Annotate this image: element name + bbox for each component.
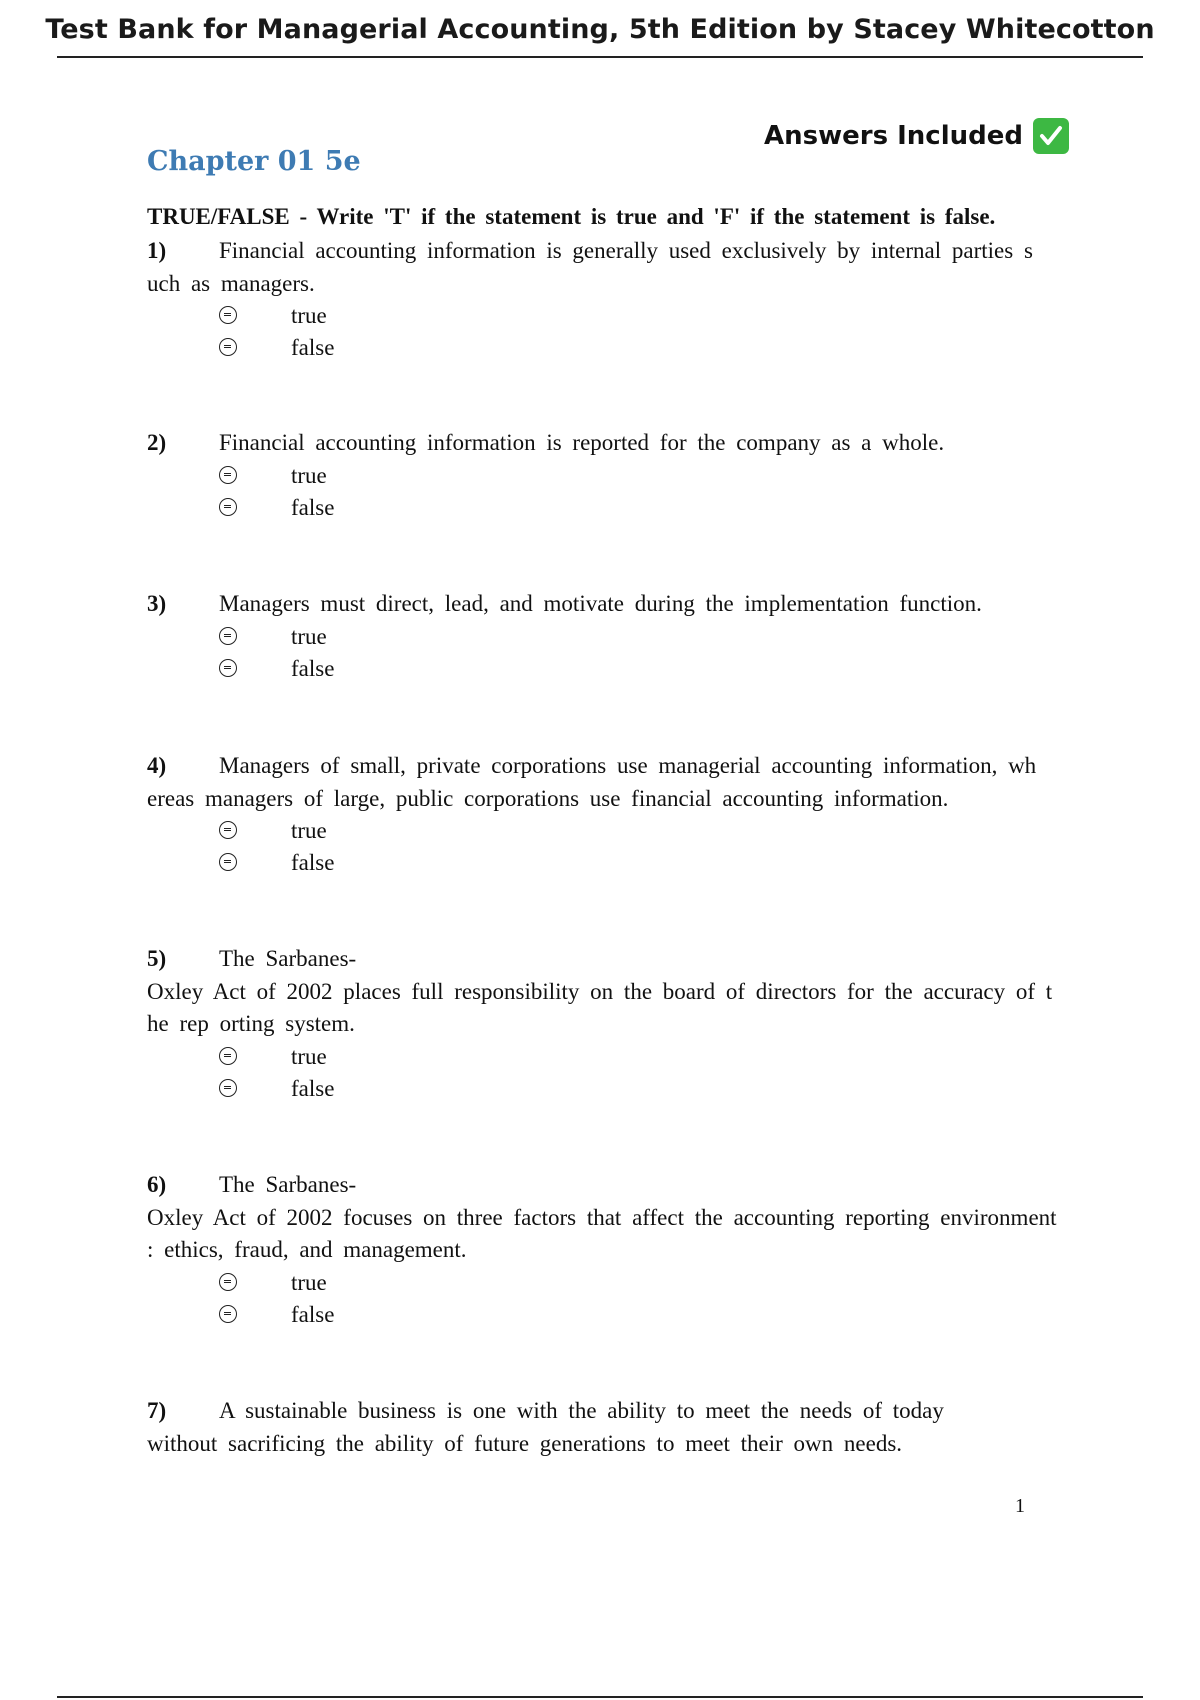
question-number: 5) — [147, 946, 167, 971]
answers-included-badge — [764, 118, 1069, 154]
question-text: Oxley Act of 2002 focuses on three factors that affect the accounting reporting environment — [147, 1204, 1057, 1230]
radio-icon[interactable] — [219, 1047, 237, 1065]
question-line — [147, 235, 1097, 268]
option-false[interactable] — [147, 1299, 1097, 1331]
option-false[interactable] — [147, 1073, 1097, 1105]
question-number: 7) — [147, 1398, 167, 1423]
question-text: Oxley Act of 2002 places full responsibility on the board of directors for the accuracy of t — [147, 978, 1053, 1004]
question-line — [147, 427, 1097, 460]
option-label: true — [291, 462, 327, 488]
answers-included-label: Answers Included — [764, 121, 1023, 151]
option-label: false — [291, 850, 335, 875]
option-label: true — [291, 1043, 327, 1069]
question-text: The Sarbanes- — [219, 946, 357, 971]
page-number: 1 — [1015, 1495, 1025, 1517]
radio-icon[interactable] — [219, 338, 237, 356]
question-text: : ethics, fraud, and management. — [147, 1237, 467, 1262]
question-line — [147, 588, 1097, 621]
option-false[interactable] — [147, 492, 1097, 524]
option-false[interactable] — [147, 332, 1097, 364]
option-true[interactable] — [147, 1041, 1097, 1073]
question-number: 4) — [147, 753, 167, 778]
question-3 — [147, 588, 1097, 685]
question-text: without sacrificing the ability of future generations to meet their own needs. — [147, 1430, 903, 1456]
radio-icon[interactable] — [219, 306, 237, 324]
header-divider — [57, 56, 1143, 58]
option-label: false — [291, 335, 335, 360]
chapter-title: Chapter 01 5e — [147, 146, 361, 177]
question-line — [147, 1395, 1097, 1428]
radio-icon[interactable] — [219, 821, 237, 839]
question-text: The Sarbanes- — [219, 1172, 357, 1197]
option-false[interactable] — [147, 847, 1097, 879]
question-text: Managers must direct, lead, and motivate during the implementation function. — [219, 591, 982, 616]
footer-divider — [57, 1696, 1143, 1698]
question-text: A sustainable business is one with the ability to meet the needs of today — [219, 1398, 944, 1423]
option-false[interactable] — [147, 653, 1097, 685]
question-1 — [147, 235, 1097, 364]
option-label: true — [291, 303, 327, 328]
option-label: false — [291, 1301, 335, 1327]
option-label: true — [291, 623, 327, 649]
question-4 — [147, 750, 1097, 879]
radio-icon[interactable] — [219, 659, 237, 677]
option-true[interactable] — [147, 460, 1097, 492]
question-5 — [147, 943, 1097, 1105]
question-line — [147, 1169, 1097, 1202]
question-line — [147, 943, 1097, 976]
question-6 — [147, 1169, 1097, 1331]
radio-icon[interactable] — [219, 1305, 237, 1323]
option-true[interactable] — [147, 300, 1097, 332]
option-label: false — [291, 494, 335, 520]
option-true[interactable] — [147, 1267, 1097, 1299]
question-number: 1) — [147, 238, 167, 263]
question-text: Financial accounting information is reported for the company as a whole. — [219, 430, 945, 455]
question-number: 6) — [147, 1172, 167, 1197]
option-label: false — [291, 655, 335, 681]
question-text: Financial accounting information is generally used exclusively by internal parties s — [219, 238, 1033, 263]
option-label: true — [291, 818, 327, 843]
radio-icon[interactable] — [219, 627, 237, 645]
question-7 — [147, 1395, 1097, 1460]
question-number: 3) — [147, 591, 167, 616]
question-text: ereas managers of large, public corporations use financial accounting information. — [147, 785, 949, 811]
section-instructions: TRUE/FALSE - Write 'T' if the statement is true and 'F' if the statement is false. — [147, 204, 996, 229]
radio-icon[interactable] — [219, 1079, 237, 1097]
question-2 — [147, 427, 1097, 524]
question-text: uch as managers. — [147, 270, 315, 296]
document-header-title: Test Bank for Managerial Accounting, 5th Edition by Stacey Whitecotton — [45, 14, 1155, 45]
radio-icon[interactable] — [219, 498, 237, 516]
option-label: true — [291, 1269, 327, 1295]
option-true[interactable] — [147, 621, 1097, 653]
question-text: Managers of small, private corporations use managerial accounting information, wh — [219, 753, 1037, 778]
radio-icon[interactable] — [219, 853, 237, 871]
question-text: he rep orting system. — [147, 1011, 355, 1036]
radio-icon[interactable] — [219, 466, 237, 484]
check-mark-icon — [1033, 118, 1069, 154]
option-true[interactable] — [147, 815, 1097, 847]
question-number: 2) — [147, 430, 167, 455]
option-label: false — [291, 1075, 335, 1101]
radio-icon[interactable] — [219, 1273, 237, 1291]
question-line — [147, 750, 1097, 783]
